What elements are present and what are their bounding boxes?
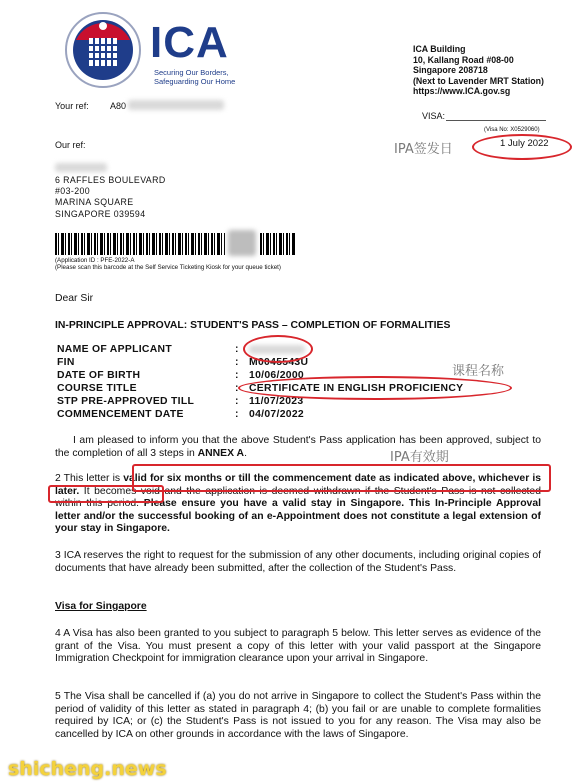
recipient-address	[55, 175, 166, 220]
our-ref-label: Our ref:	[55, 140, 86, 150]
applicant-label: COURSE TITLE	[57, 383, 137, 394]
applicant-colon: :	[235, 357, 239, 368]
letter-date: 1 July 2022	[500, 138, 549, 149]
validity-highlight-line2	[48, 485, 164, 503]
paragraph-3: 3 ICA reserves the right to request for the submission of any other documents, including original copies of documents that have already been submitted, after the collection of the Student's Pass.	[55, 550, 541, 574]
applicant-label: COMMENCEMENT DATE	[57, 409, 184, 420]
applicant-value: 11/07/2023	[249, 396, 304, 407]
applicant-value: 04/07/2022	[249, 409, 305, 420]
applicant-colon: :	[235, 370, 239, 381]
visa-heading: Visa for Singapore	[55, 601, 147, 612]
applicant-label: STP PRE-APPROVED TILL	[57, 396, 195, 407]
address-web: https://www.ICA.gov.sg	[413, 86, 511, 96]
course-highlight	[238, 376, 512, 400]
your-ref-value: A80	[110, 101, 127, 111]
applicant-label: NAME OF APPLICANT	[57, 344, 172, 355]
application-barcode	[55, 233, 225, 255]
recipient-line-1: 6 RAFFLES BOULEVARD	[55, 175, 166, 185]
date-highlight	[472, 134, 572, 160]
ica-crest-icon	[58, 10, 148, 90]
recipient-name-redaction	[55, 163, 107, 172]
applicant-colon: :	[235, 396, 239, 407]
paragraph-4: 4 A Visa has also been granted to you subject to paragraph 5 below. This letter serves as evidence of the grant of the Visa. You must present a copy of this letter with your valid passport at the Singapore Immigration Checkpoint for immigration clearance upon your arrival in Singapore.	[55, 628, 541, 665]
ica-tagline-1: Securing Our Borders,	[154, 68, 229, 77]
applicant-value: 10/06/2000	[249, 370, 305, 381]
salutation: Dear Sir	[55, 293, 94, 304]
name-highlight	[243, 335, 313, 363]
application-id: (Application ID : PFE-2022-A	[55, 257, 135, 264]
your-ref-redaction	[128, 100, 224, 110]
applicant-colon: :	[235, 409, 239, 420]
note-course-name: 课程名称	[452, 364, 505, 379]
applicant-value: CERTIFICATE IN ENGLISH PROFICIENCY	[249, 383, 464, 394]
paragraph-5: 5 The Visa shall be cancelled if (a) you do not arrive in Singapore to collect the Student's Pass within the period of validity of this letter as stated in paragraph 4; (b) you fail or are unable to complete formalities required by ICA; or (c) the Student's Pass is not issued to you for any reason. The Visa may also be cancelled by ICA on other grounds in accordance with the laws of Singapore.	[55, 691, 541, 740]
paragraph-1: I am pleased to inform you that the above Student's Pass application has been approved, subject to the completion of all 3 steps in ANNEX A.	[55, 435, 541, 459]
barcode-instruction: (Please scan this barcode at the Self Service Ticketing Kiosk for your queue ticket)	[55, 264, 281, 271]
address-building: ICA Building	[413, 44, 466, 54]
applicant-value: M0045543U	[249, 357, 309, 368]
applicant-label: DATE OF BIRTH	[57, 370, 141, 381]
barcode-redaction	[228, 230, 256, 256]
ica-logo	[58, 10, 248, 90]
ica-wordmark: ICA	[150, 18, 229, 67]
ica-tagline-2: Safeguarding Our Home	[154, 77, 236, 86]
address-city: Singapore 208718	[413, 65, 488, 75]
validity-highlight-line1	[132, 464, 551, 492]
applicant-label: FIN	[57, 357, 75, 368]
note-ipa-issue-date: IPA签发日	[394, 142, 453, 157]
recipient-line-2: #03-200	[55, 186, 91, 197]
paragraph-2: 2 This letter is valid for six months or till the commencement date as indicated above, whichever is later. It becomes void and the application is deemed withdrawn if the Student's Pass is not collected within this period. Please ensure you have a valid stay in Singapore. This In-Principle Approval letter and/or the successful booking of an e-Appointment does not constitute a legal extension of your stay in Singapore.	[55, 473, 542, 535]
your-ref-label: Your ref:	[55, 101, 89, 111]
applicant-colon: :	[235, 383, 239, 394]
applicant-colon: :	[235, 344, 239, 355]
letter-subject: IN-PRINCIPLE APPROVAL: STUDENT'S PASS – COMPLETION OF FORMALITIES	[55, 320, 451, 331]
address-street: 10, Kallang Road #08-00	[413, 54, 514, 65]
site-watermark: shicheng.news	[8, 758, 167, 780]
visa-label: VISA:	[422, 111, 446, 121]
note-ipa-validity: IPA有效期	[390, 450, 449, 465]
recipient-line-3: MARINA SQUARE	[55, 197, 134, 208]
recipient-line-4: SINGAPORE 039594	[55, 208, 146, 219]
ica-address-block	[413, 44, 544, 97]
applicant-row	[57, 408, 463, 421]
visa-field-line	[446, 120, 546, 121]
visa-number: (Visa No: X0529060)	[484, 127, 540, 133]
application-barcode-tail	[260, 233, 296, 255]
address-mrt: (Next to Lavender MRT Station)	[413, 75, 544, 86]
